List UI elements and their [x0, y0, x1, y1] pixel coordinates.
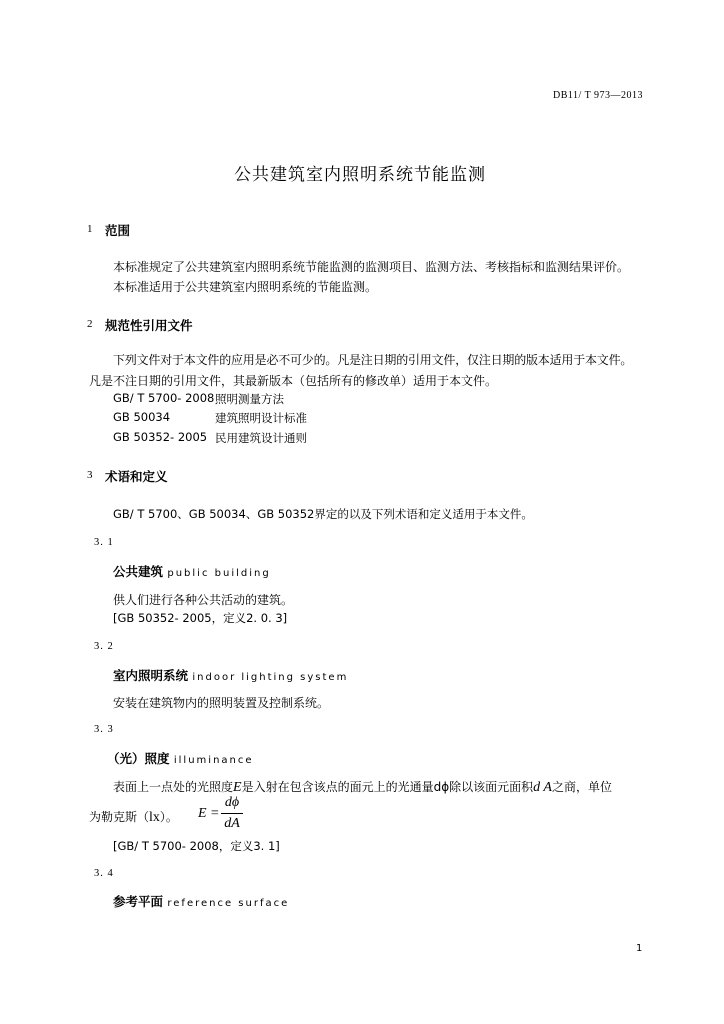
term-chinese: （光）照度 — [107, 751, 170, 766]
term-definition: 供人们进行各种公共活动的建筑。 — [113, 593, 294, 607]
fraction-bar — [221, 813, 243, 814]
term-number: 3. 2 — [94, 641, 114, 652]
term-number: 3. 3 — [94, 724, 114, 735]
definition-line-2 — [89, 808, 178, 826]
reference-name: 建筑照明设计标准 — [215, 411, 307, 425]
section-title: 范围 — [105, 223, 131, 238]
term-heading — [113, 562, 271, 580]
paragraph: 凡是不注日期的引用文件，其最新版本（包括所有的修改单）适用于本文件。 — [89, 374, 498, 388]
term-source: [GB 50352- 2005，定义2. 0. 3] — [113, 611, 288, 625]
formula-denominator: dA — [224, 816, 240, 831]
formula-lhs: E = — [198, 806, 220, 821]
term-english: reference surface — [167, 898, 290, 909]
unit-lx: lx — [149, 810, 160, 825]
term-heading — [107, 749, 254, 767]
term-chinese: 公共建筑 — [113, 564, 164, 579]
definition-text: 除以该面元面积 — [449, 780, 534, 794]
term-source: [GB/ T 5700- 2008，定义3. 1] — [113, 839, 280, 853]
section-number: 2 — [87, 318, 93, 330]
term-heading — [113, 666, 348, 684]
section-title: 规范性引用文件 — [105, 318, 193, 333]
paragraph: 本标准规定了公共建筑室内照明系统节能监测的监测项目、监测方法、考核指标和监测结果评价。 — [113, 260, 630, 274]
term-definition — [113, 778, 612, 796]
definition-text: 表面上一点处的光照度 — [113, 780, 234, 794]
definition-text: ）。 — [159, 810, 178, 824]
page-number: 1 — [636, 943, 643, 954]
section-title: 术语和定义 — [105, 469, 168, 484]
term-chinese: 参考平面 — [113, 894, 164, 909]
symbol-e: E — [233, 780, 242, 795]
term-definition: 安装在建筑物内的照明装置及控制系统。 — [113, 696, 330, 710]
term-number: 3. 1 — [94, 537, 114, 548]
paragraph: GB/ T 5700、GB 50034、GB 50352界定的以及下列术语和定义适用于本文件。 — [113, 507, 533, 521]
reference-code: GB 50034 — [113, 410, 171, 424]
term-number: 3. 4 — [94, 868, 114, 879]
definition-text: 是入射在包含该点的面元上的光通量 — [241, 780, 434, 794]
reference-code: GB/ T 5700- 2008 — [113, 391, 215, 405]
term-chinese: 室内照明系统 — [113, 668, 189, 683]
paragraph: 本标准适用于公共建筑室内照明系统的节能监测。 — [113, 280, 378, 294]
section-number: 1 — [87, 223, 93, 235]
formula-numerator: dϕ — [224, 795, 240, 810]
definition-text: 之商，单位 — [551, 780, 612, 794]
definition-text: 为勒克斯（ — [89, 810, 150, 824]
formula-fraction — [221, 795, 243, 832]
reference-name: 照明测量方法 — [215, 392, 284, 406]
reference-code: GB 50352- 2005 — [113, 430, 208, 444]
section-number: 3 — [87, 469, 93, 481]
standard-code: DB11/ T 973—2013 — [553, 90, 644, 101]
symbol-dphi: dϕ — [433, 780, 450, 794]
reference-name: 民用建筑设计通则 — [215, 431, 307, 445]
symbol-da: d A — [533, 780, 552, 795]
paragraph: 下列文件对于本文件的应用是必不可少的。凡是注日期的引用文件，仅注日期的版本适用于本文件。 — [113, 353, 633, 367]
term-english: indoor lighting system — [192, 672, 349, 683]
term-english: illuminance — [173, 755, 254, 766]
document-title: 公共建筑室内照明系统节能监测 — [234, 165, 486, 185]
term-heading — [113, 892, 289, 910]
term-english: public building — [167, 568, 271, 579]
